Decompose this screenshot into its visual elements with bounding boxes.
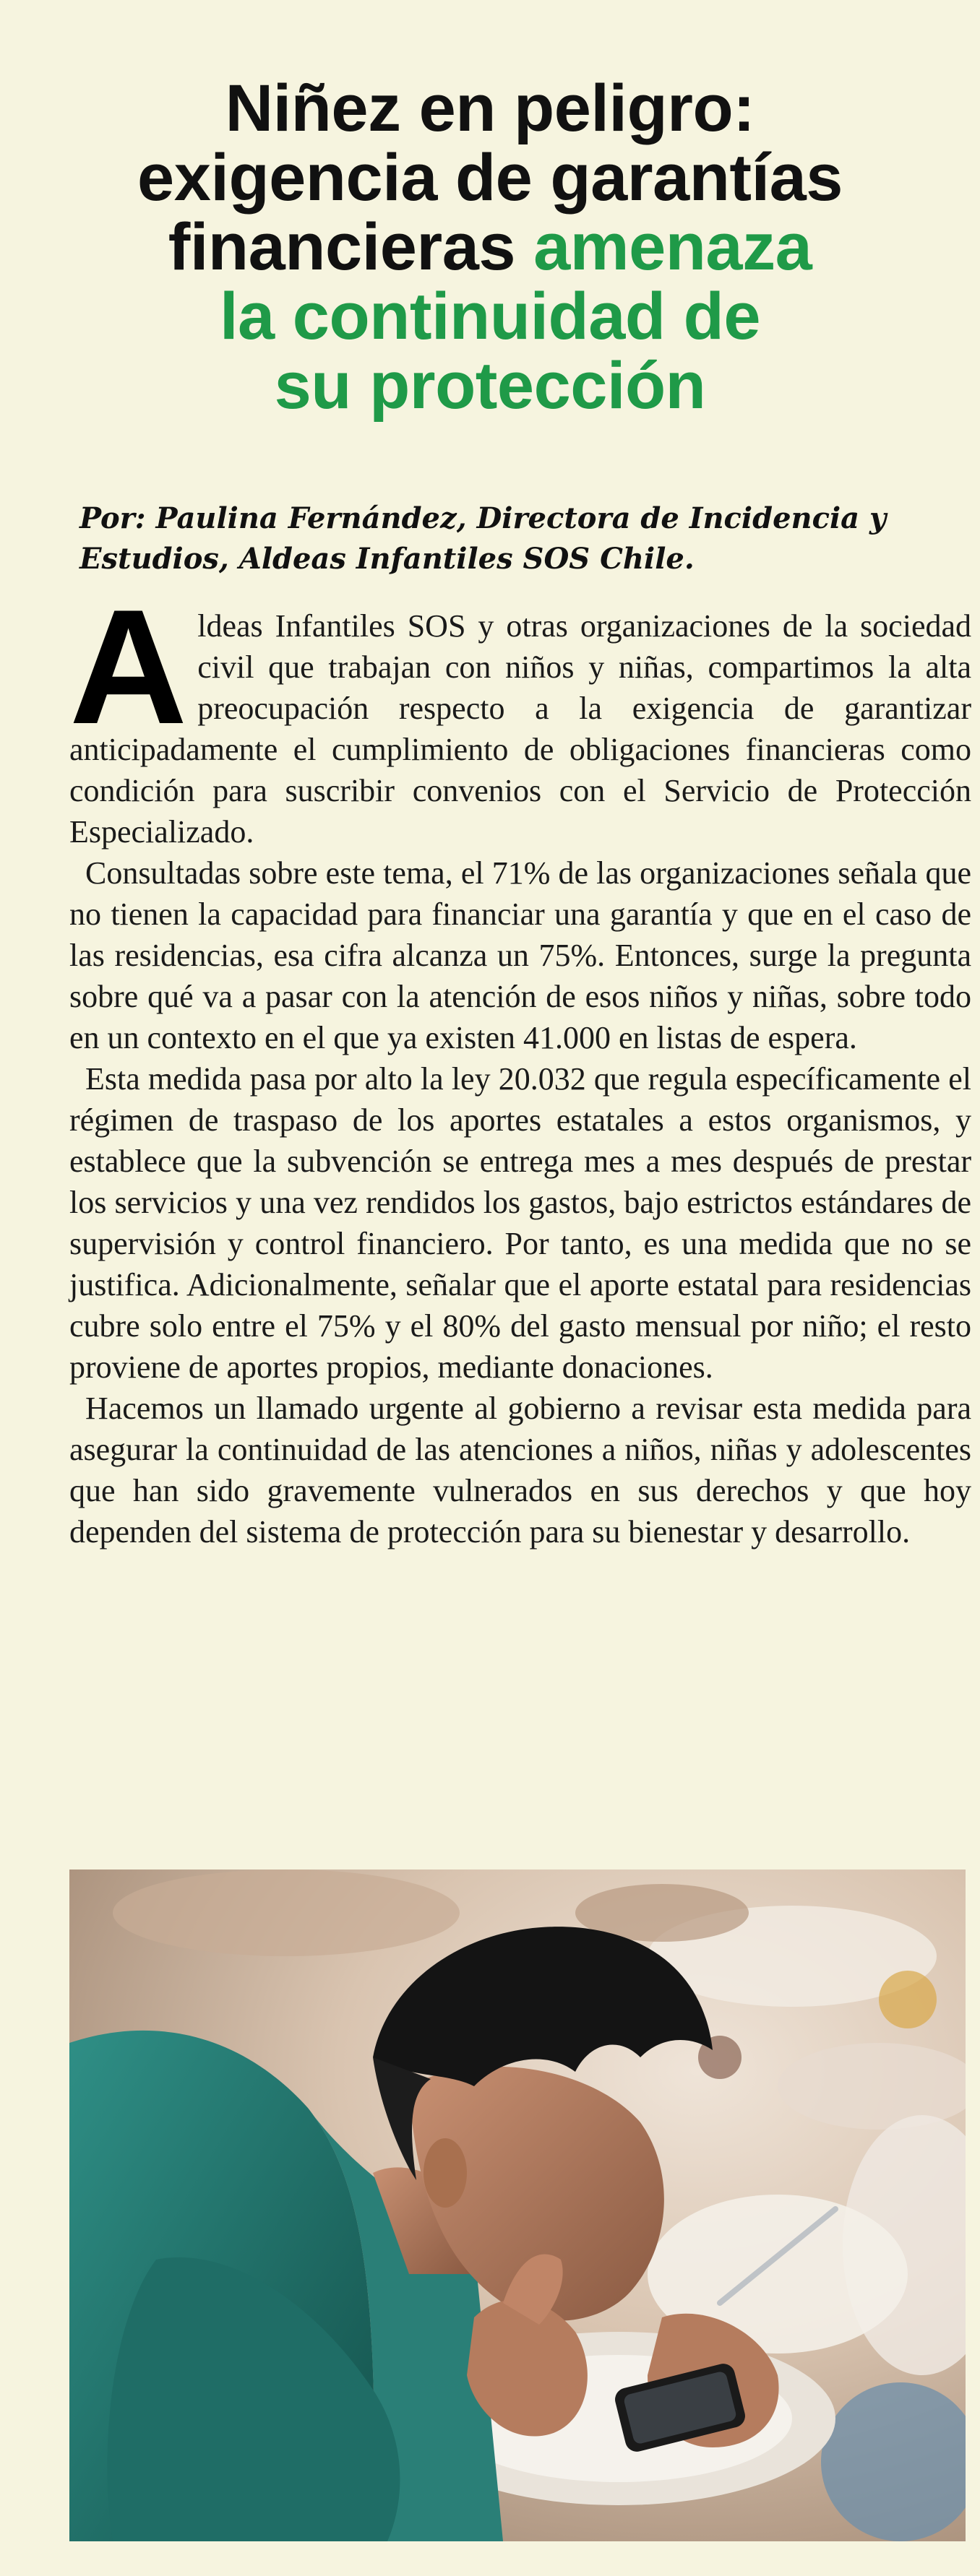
paragraph-2: Consultadas sobre este tema, el 71% de las organizaciones señala que no tienen la capacidad para financiar una garantía y que en el caso de las residencias, esa cifra alcanza un 75%. Entonces, surge la pregunta sobre qué va a pasar con la atención de esos niños y niñas, sobre todo en un contexto en el que ya existen 41.000 en listas de espera. <box>69 855 971 1055</box>
article-headline <box>43 71 937 423</box>
paragraph-4: Hacemos un llamado urgente al gobierno a revisar esta medida para asegurar la continuidad de las atenciones a niños, niñas y adolescentes que han sido gravemente vulnerados en sus derechos y que hoy dependen del sistema de protección para su bienestar y desarrollo. <box>69 1391 971 1550</box>
drop-cap: A <box>69 575 188 758</box>
headline-line-3 <box>43 209 937 284</box>
paragraph-1-text: ldeas Infantiles SOS y otras organizaciones de la sociedad civil que trabajan con niños y niñas, compartimos la alta preocupación respecto a la exigencia de garantizar anticipadamente el cumplimiento de obligaciones financieras como condición para suscribir convenios con el Servicio de Protección Especializado. <box>69 608 971 850</box>
headline-line-4: la continuidad de <box>220 279 760 353</box>
headline-line-5: su protección <box>274 348 706 423</box>
headline-line-3-black: financieras <box>168 209 516 284</box>
article-photo <box>69 1870 966 2541</box>
paragraph-3: Esta medida pasa por alto la ley 20.032 que regula específicamente el régimen de traspaso de los aportes estatales a estos organismos, y establece que la subvención se entrega mes a mes después de prestar los servicios y una vez rendidos los gastos, bajo estrictos estándares de supervisión y control financiero. Por tanto, es una medida que no se justifica. Adicionalmente, señalar que el aporte estatal para residencias cubre solo entre el 75% y el 80% del gasto mensual por niño; el resto proviene de aportes propios, mediante donaciones. <box>69 1061 971 1385</box>
paragraph-1 <box>69 575 971 852</box>
boy-eating-photo <box>69 1870 966 2541</box>
headline-line-3-green: amenaza <box>533 209 812 284</box>
author-byline: Por: Paulina Fernández, Directora de Incidencia y Estudios, Aldeas Infantiles SOS Chile. <box>79 501 887 576</box>
headline-line-2: exigencia de garantías <box>137 140 843 215</box>
headline-line-1: Niñez en peligro: <box>225 71 755 145</box>
article-body <box>69 575 971 1552</box>
